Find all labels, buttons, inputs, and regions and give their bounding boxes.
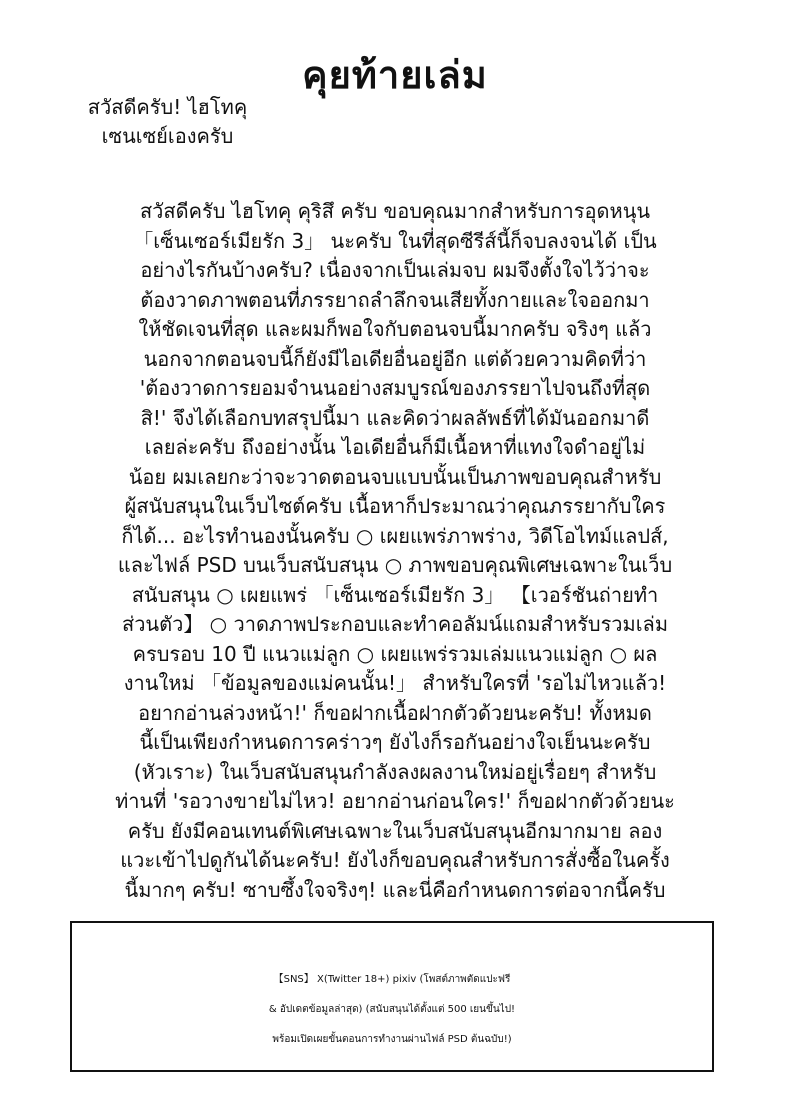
body-line: อย่างไรกันบ้างครับ? เนื่องจากเป็นเล่มจบ ผมจึงตั้งใจไว้ว่าจะ	[140, 258, 650, 282]
body-line: ท่านที่ 'รอวางขายไม่ไหว! อยากอ่านก่อนใคร!' ก็ขอฝากตัวด้วยนะ	[115, 789, 675, 813]
body-line: (หัวเราะ) ในเว็บสนับสนุนกำลังลงผลงานใหม่อยู่เรื่อยๆ สำหรับ	[133, 759, 657, 784]
body-line: 'ต้องวาดการยอมจำนนอย่างสมบูรณ์ของภรรยาไปจนถึงที่สุด	[139, 376, 651, 400]
body-line: ก็ได้... อะไรทำนองนั้นครับ ○ เผยแพร่ภาพร่าง, วิดีโอไทม์แลปส์,	[121, 523, 669, 548]
sns-info-box	[70, 921, 714, 1072]
greeting-line: สวัสดีครับ! ไฮโทคุ	[87, 95, 248, 119]
body-line: ส่วนตัว】 ○ วาดภาพประกอบและทำคอลัมน์แถมสำหรับรวมเล่ม	[121, 612, 668, 636]
sns-line: 【SNS】 X(Twitter 18+) pixiv (โพสต์ภาพตัดแปะฟรี	[273, 974, 511, 985]
body-line: เลยล่ะครับ ถึงอย่างนั้น ไอเดียอื่นก็มีเนื้อหาที่แทงใจดำอยู่ไม่	[144, 435, 646, 459]
body-line: สิ!' จึงได้เลือกบทสรุปนี้มา และคิดว่าผลลัพธ์ที่ได้มันออกมาดี	[140, 405, 650, 430]
body-line: 「เซ็นเซอร์เมียรัก 3」 นะครับ ในที่สุดซีรีส์นี้ก็จบลงจนได้ เป็น	[133, 228, 657, 253]
sns-info-text	[72, 965, 712, 1055]
body-line: น้อย ผมเลยกะว่าจะวาดตอนจบแบบนั้นเป็นภาพขอบคุณสำหรับ	[128, 464, 662, 489]
body-line: นอกจากตอนจบนี้ก็ยังมีไอเดียอื่นอยู่อีก แต่ด้วยความคิดที่ว่า	[143, 346, 647, 371]
body-line: นี้เป็นเพียงกำหนดการคร่าวๆ ยังไงก็รอกันอย่างใจเย็นนะครับ	[139, 730, 651, 754]
body-line: ให้ชัดเจนที่สุด และผมก็พอใจกับตอนจบนี้มากครับ จริงๆ แล้ว	[138, 317, 652, 341]
body-line: งานใหม่ 「ข้อมูลของแม่คนนั้น!」 สำหรับใครที่ 'รอไม่ไหวแล้ว!	[123, 671, 667, 695]
sns-line: & อัปเดตข้อมูลล่าสุด) (สนับสนุนได้ตั้งแต่ 500 เยนขึ้นไป!	[268, 1004, 516, 1015]
afterword-body	[60, 197, 730, 905]
sns-line: พร้อมเปิดเผยขั้นตอนการทำงานผ่านไฟล์ PSD ต้นฉบับ!)	[272, 1034, 512, 1045]
body-line: นี้มากๆ ครับ! ซาบซึ้งใจจริงๆ! และนี่คือกำหนดการต่อจากนี้ครับ	[124, 877, 666, 902]
body-line: ครบรอบ 10 ปี แนวแม่ลูก ○ เผยแพร่รวมเล่มแนวแม่ลูก ○ ผล	[132, 641, 658, 666]
greeting-note	[70, 93, 265, 151]
body-line: และไฟล์ PSD บนเว็บสนับสนุน ○ ภาพขอบคุณพิเศษเฉพาะในเว็บ	[117, 553, 673, 577]
body-line: สวัสดีครับ ไฮโทคุ คุริสึ ครับ ขอบคุณมากสำหรับการอุดหนุน	[139, 199, 651, 223]
greeting-line: เซนเซย์เองครับ	[101, 124, 234, 148]
body-line: ครับ ยังมีคอนเทนต์พิเศษเฉพาะในเว็บสนับสนุนอีกมากมาย ลอง	[127, 818, 663, 843]
body-line: ต้องวาดภาพตอนที่ภรรยาถลำลึกจนเสียทั้งกายและใจออกมา	[140, 287, 650, 312]
body-line: อยากอ่านล่วงหน้า!' ก็ขอฝากเนื้อฝากตัวด้วยนะครับ! ทั้งหมด	[138, 700, 652, 725]
body-line: แวะเข้าไปดูกันได้นะครับ! ยังไงก็ขอบคุณสำหรับการสั่งซื้อในครั้ง	[120, 848, 670, 872]
page-title: คุยท้ายเล่ม	[302, 53, 488, 97]
body-line: สนับสนุน ○ เผยแพร่ 「เซ็นเซอร์เมียรัก 3」 【เวอร์ชันถ่ายทำ	[131, 582, 659, 607]
body-line: ผู้สนับสนุนในเว็บไซต์ครับ เนื้อหาก็ประมาณว่าคุณภรรยากับใคร	[124, 494, 666, 518]
